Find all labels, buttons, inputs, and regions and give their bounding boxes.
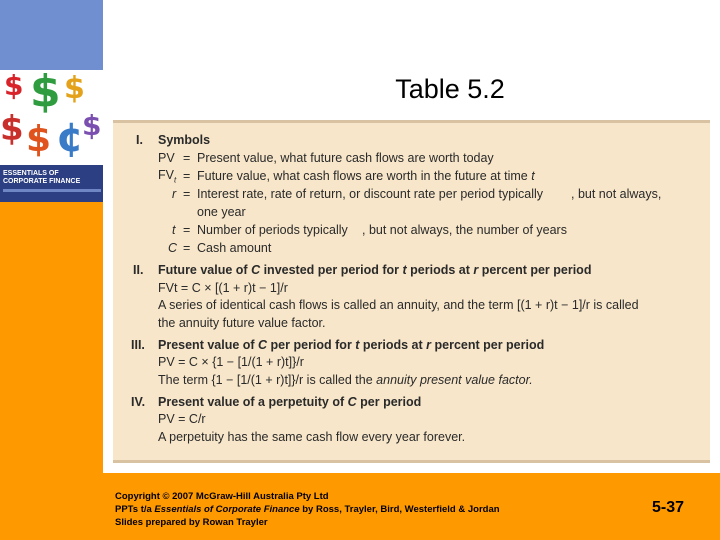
footer-text: by Ross, Trayler, Bird, Westerfield & Jordan	[299, 504, 500, 515]
slide-title: Table 5.2	[395, 74, 505, 104]
symbol-t: t	[172, 223, 176, 237]
annuity-text: A series of identical cash flows is called an annuity, and the term [(1 + r)t − 1]/r is called	[158, 298, 639, 312]
heading-text: Present value of a perpetuity of	[158, 395, 348, 409]
section-number: III.	[131, 338, 145, 352]
equals-sign: =	[183, 169, 191, 183]
variable: C	[347, 395, 357, 409]
variable: r	[473, 263, 479, 277]
heading-text: invested per period for	[260, 263, 403, 277]
definition-r: Interest rate, rate of return, or discount rate per period typically	[197, 187, 544, 201]
book-title: Essentials of Corporate Finance	[154, 504, 300, 515]
heading-text: percent per period	[478, 263, 592, 277]
copyright-footer	[115, 490, 500, 529]
pv-factor-text	[158, 373, 533, 388]
dollar-sign-icon: $	[64, 71, 85, 106]
symbol-r: r	[172, 187, 177, 201]
symbol-fv	[158, 168, 176, 188]
heading-text: Present value of	[158, 338, 259, 352]
equals-sign: =	[183, 241, 191, 255]
cover-title-line: ESSENTIALS OF	[3, 170, 59, 177]
body-text: The term {1 − [1/(1 + r)t]}/r is called the	[158, 373, 373, 387]
perpetuity-text: A perpetuity has the same cash flow every year forever.	[158, 430, 466, 444]
formula-fv: FVt = C × [(1 + r)t − 1]/r	[158, 281, 288, 295]
dollar-sign-icon: $	[30, 70, 61, 117]
equals-sign: =	[183, 151, 191, 165]
variable: r	[426, 338, 432, 352]
definition-fv	[197, 169, 535, 184]
dollar-sign-icon: $	[0, 109, 24, 149]
cover-title	[3, 170, 101, 186]
symbol-c: C	[168, 241, 178, 255]
footer-line: Slides prepared by Rowan Trayler	[115, 517, 268, 528]
section-number: I.	[136, 133, 143, 147]
definition-c: Cash amount	[197, 241, 272, 255]
cover-title-line: CORPORATE FINANCE	[3, 178, 81, 185]
dollar-sign-icon: $	[4, 70, 24, 102]
definition-r-line2: one year	[197, 205, 246, 219]
section-heading: Symbols	[158, 133, 211, 147]
footer-line: Copyright © 2007 McGraw-Hill Australia Pty Ltd	[115, 491, 329, 502]
term-text: annuity present value factor.	[376, 373, 533, 387]
section-heading	[158, 338, 544, 353]
equals-sign: =	[183, 223, 191, 237]
variable: C	[251, 263, 261, 277]
definition-text: Future value, what cash flows are worth in the future at time	[197, 169, 528, 183]
cent-sign-icon: ¢	[56, 115, 84, 161]
formula-pv: PV = C × {1 − [1/(1 + r)t]}/r	[158, 355, 304, 369]
cover-subtitle-strip	[3, 189, 101, 192]
section-number: IV.	[131, 395, 146, 409]
heading-text: periods at	[359, 338, 427, 352]
variable: t	[402, 263, 407, 277]
section-number: II.	[133, 263, 144, 277]
variable: t	[531, 169, 535, 183]
definition-t-continued: , but not always, the number of years	[362, 223, 567, 237]
annuity-text-line2: the annuity future value factor.	[158, 316, 326, 330]
footer-text: PPTs t/a	[115, 504, 155, 515]
dollar-sign-icon: $	[82, 109, 102, 142]
variable: t	[355, 338, 360, 352]
symbol-text: FV	[158, 168, 174, 182]
heading-text: per period for	[267, 338, 356, 352]
definition-t: Number of periods typically	[197, 223, 348, 237]
definition-r-continued: , but not always,	[571, 187, 662, 201]
left-top-blue-block	[0, 0, 103, 70]
symbol-pv: PV	[158, 151, 175, 165]
section-heading	[158, 263, 591, 278]
dollar-sign-icon: $	[26, 119, 52, 160]
section-heading	[158, 395, 421, 410]
subscript: t	[173, 175, 177, 185]
formula-perpetuity: PV = C/r	[158, 412, 206, 426]
page-number: 5-37	[652, 499, 685, 516]
heading-text: percent per period	[431, 338, 545, 352]
footer-line	[115, 503, 500, 516]
definition-pv: Present value, what future cash flows are worth today	[197, 151, 494, 165]
equals-sign: =	[183, 187, 191, 201]
heading-text: periods at	[406, 263, 474, 277]
book-cover-image	[0, 70, 103, 202]
heading-text: per period	[356, 395, 422, 409]
variable: C	[258, 338, 268, 352]
heading-text: Future value of	[158, 263, 252, 277]
